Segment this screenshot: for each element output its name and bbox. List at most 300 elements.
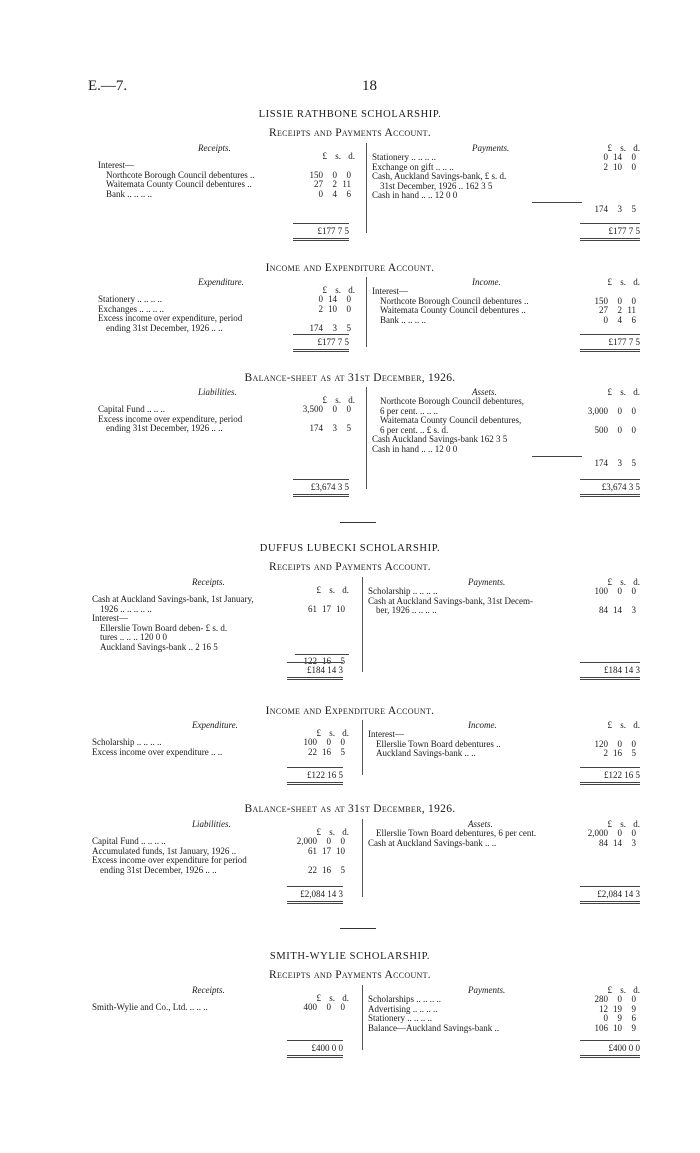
total-rule [580,479,640,480]
subtotal-rule [532,456,582,457]
total-double-rule [293,349,349,352]
account-total: £3,674 3 5 [601,482,640,492]
left-caption: Liabilities. [192,819,231,829]
line-item: Northcote Borough Council debentures, [380,396,524,406]
amount-part: 17 [322,845,331,856]
subtotal-rule [532,202,582,203]
column-divider [362,720,363,775]
line-item: Stationery .. .. .. .. [98,294,162,304]
line-item: 1926 .. .. .. .. .. [100,603,152,614]
amount [295,604,345,614]
amount-part: 61 [308,603,317,614]
amount [586,1013,636,1023]
amount-part: 174 [594,204,608,214]
account-total: £184 14 3 [307,665,343,675]
section-title: LISSIE RATHBONE SCHOLARSHIP. [258,109,442,120]
currency-label: d. [633,143,640,153]
total-rule [293,223,349,224]
amount [295,846,345,856]
line-item: Waitemata County Council debentures, [380,415,522,426]
right-caption: Payments. [468,985,506,995]
amount-part: 106 [594,1022,608,1033]
amount [301,323,351,333]
amount-part: 0 [603,314,608,325]
currency-label: £ [607,819,612,829]
total-rule [580,767,640,768]
amount [301,170,351,180]
line-item: Cash in hand .. .. 12 0 0 [372,190,458,201]
line-item: Cash Auckland Savings-bank 162 3 5 [372,434,508,445]
currency-label: £ [607,577,612,587]
amount-part: 174 [309,322,323,333]
amount-part: 10 [328,303,337,314]
currency-label: £ [322,151,327,161]
amount-part: 0 [631,738,636,749]
amount [586,828,636,838]
line-item: Bank .. .. .. .. [380,314,426,325]
amount-part: 61 [308,845,317,856]
amount-part: 0 [346,303,351,314]
total-rule [287,886,343,887]
amount-part: 3 [332,322,337,333]
account-heading: Income and Expenditure Account. [265,262,435,274]
amount-part: 6 [346,188,351,199]
amount-part: 0 [617,295,622,306]
amount-part: 150 [594,295,608,306]
amount-part: 9 [617,1013,622,1024]
amount [586,1023,636,1033]
total-rule [293,479,349,480]
line-item: Stationery .. .. .. .. [372,152,436,162]
right-caption: Assets. [468,819,493,829]
account-table [0,819,700,907]
currency-label: s. [329,827,335,837]
amount-part: 174 [309,423,323,434]
amount-part: 0 [340,737,345,747]
line-item: Exchange on gift .. .. .. [372,161,454,172]
amount-part: 0 [332,169,337,180]
amount-part: 0 [631,405,636,416]
currency-label: s. [620,720,626,730]
left-caption: Receipts. [192,985,225,995]
line-item: Excess income over expenditure .. .. [92,746,223,757]
amount [301,304,351,314]
account-heading: Balance-sheet as at 31st December, 1926. [244,372,456,384]
amount-part: 280 [594,994,608,1004]
amount [295,747,345,757]
currency-label: £ [316,993,321,1003]
total-double-rule [580,494,640,497]
account-total: £177 7 5 [317,226,349,236]
amount-part: 84 [599,837,608,848]
left-caption: Expenditure. [192,720,238,730]
amount-part: 0 [318,294,323,304]
account-table [0,277,700,357]
total-double-rule [287,782,343,785]
amount-part: 0 [617,405,622,416]
amount-part: 0 [631,828,636,838]
total-double-rule [580,349,640,352]
line-item: Auckland Savings-bank .. .. [376,748,476,759]
amount-part: 16 [322,746,331,757]
currency-label: d. [633,277,640,287]
right-caption: Payments. [468,577,506,587]
total-double-rule [287,901,343,904]
amount-part: 3 [617,204,622,214]
amount-part: 10 [336,603,345,614]
amount-part: 0 [340,1002,345,1012]
account-table [0,387,700,499]
amount-part: 0 [346,404,351,414]
line-item: ending 31st December, 1926 .. .. [100,864,217,875]
amount-part: 16 [613,748,622,759]
amount-part: 6 [631,314,636,325]
line-item: Balance—Auckland Savings-bank .. [368,1022,499,1033]
line-item: Ellerslie Town Board debentures .. [376,738,501,749]
amount-part: 400 [303,1002,317,1012]
amount-part: 3,000 [587,405,608,416]
amount-part: 11 [627,305,636,316]
currency-label: s. [329,728,335,738]
amount [295,737,345,747]
amount-part: 0 [603,152,608,162]
amount [301,404,351,414]
amount-part: 5 [346,423,351,434]
line-item: Stationery .. .. .. .. [368,1013,432,1024]
amount-part: 0 [631,994,636,1004]
total-rule [580,334,640,335]
currency-label: d. [342,728,349,738]
amount-part: 2 [318,303,323,314]
amount-part: 5 [340,655,345,666]
line-item: Cash at Auckland Savings-bank, 31st Decem- [368,595,533,606]
amount-part: 14 [613,605,622,616]
line-item: Cash at Auckland Savings-bank, 1st January, [92,594,254,604]
line-item: Auckland Savings-bank .. 2 16 5 [100,642,218,652]
total-double-rule [580,238,640,241]
account-total: £177 7 5 [608,337,640,347]
currency-label: £ [316,827,321,837]
subtotal-rule [295,654,349,655]
line-item: Ellerslie Town Board deben- £ s. d. [100,622,228,633]
amount-part: 10 [336,845,345,856]
total-double-rule [287,1055,343,1058]
amount-part: 2 [617,305,622,316]
currency-label: s. [620,819,626,829]
line-item: Excess income over expenditure for period [92,855,247,866]
amount-part: 0 [326,836,331,846]
amount [586,296,636,306]
page-number: 18 [362,78,377,94]
currency-label: £ [322,395,327,405]
currency-label: £ [607,277,612,287]
line-item: Waitemata County Council debentures .. [380,305,526,316]
amount-part: 5 [340,746,345,757]
amount [586,586,636,596]
account-table [0,720,700,785]
amount-part: 0 [617,994,622,1004]
amount [586,315,636,325]
amount [586,1004,636,1014]
amount-part: 0 [326,737,331,747]
amount-part: 100 [303,737,317,747]
total-rule [293,334,349,335]
amount-part: 174 [594,457,608,468]
currency-label: £ [607,720,612,730]
currency-label: s. [620,143,626,153]
amount-part: 17 [322,603,331,614]
line-item: Cash in hand .. .. 12 0 0 [372,444,458,454]
currency-label: d. [342,585,349,595]
right-caption: Income. [472,277,501,287]
line-item: Ellerslie Town Board debentures, 6 per cent. [376,828,537,838]
amount-part: 22 [308,864,317,875]
line-item: Interest— [98,160,134,170]
currency-label: d. [633,387,640,397]
line-item: 6 per cent. .. .. .. [380,405,438,416]
currency-header [590,277,640,287]
amount-part: 500 [594,424,608,435]
account-total: £3,674 3 5 [310,482,349,492]
amount-part: 9 [631,1022,636,1033]
currency-label: d. [342,827,349,837]
amount-part: 0 [631,161,636,172]
account-total: £2,084 14 3 [597,889,640,899]
account-total: £400 0 0 [608,1043,640,1053]
amount [586,152,636,162]
amount-part: 0 [631,586,636,596]
amount [586,748,636,758]
currency-label: s. [329,585,335,595]
amount-part: 4 [332,188,337,199]
currency-label: d. [633,577,640,587]
currency-header [590,387,640,397]
amount-part: 14 [328,294,337,304]
amount-part: 2 [603,161,608,172]
currency-label: s. [329,993,335,1003]
account-total: £122 16 5 [307,770,343,780]
currency-label: s. [335,151,341,161]
currency-label: s. [620,985,626,995]
amount [586,425,636,435]
total-double-rule [580,677,640,680]
amount-part: 27 [314,179,323,190]
amount [586,406,636,416]
amount-part: 122 [303,655,317,666]
line-item: Smith-Wylie and Co., Ltd. .. .. .. [92,1002,208,1012]
account-table [0,143,700,243]
left-caption: Liabilities. [198,387,237,397]
line-item: Northcote Borough Council debentures .. [380,295,529,306]
amount-part: 10 [613,1022,622,1033]
amount [295,865,345,875]
total-rule [580,1040,640,1041]
total-double-rule [293,238,349,241]
column-divider [366,143,367,233]
line-item: Capital Fund .. .. .. .. [92,836,166,846]
line-item: Waitemata County Council debentures .. [106,179,252,190]
account-table [0,985,700,1060]
total-double-rule [580,901,640,904]
account-total: £400 0 0 [311,1043,343,1053]
section-separator [340,928,376,929]
amount-part: 3 [631,605,636,616]
currency-header [299,585,349,595]
line-item: Excess income over expenditure, period [98,313,243,324]
line-item: Bank .. .. .. .. [106,188,152,199]
line-item: Interest— [372,286,408,296]
amount-part: 0 [332,404,337,414]
amount-part: 5 [631,457,636,468]
account-total: £184 14 3 [604,665,640,675]
line-item: ber, 1926 .. .. .. .. [376,605,437,616]
line-item: Accumulated funds, 1st January, 1926 .. [92,845,237,856]
line-item: Advertising .. .. .. .. [368,1003,438,1014]
amount-part: 11 [342,179,351,190]
amount-part: 2,000 [587,828,608,838]
amount-part: 0 [631,152,636,162]
amount-part: 3,500 [302,404,323,414]
account-total: £122 16 5 [604,770,640,780]
column-divider [366,277,367,347]
amount-part: 2,000 [296,836,317,846]
line-item: Scholarship .. .. .. .. [92,737,162,747]
line-item: Northcote Borough Council debentures .. [106,169,255,180]
amount-part: 5 [631,204,636,214]
left-caption: Receipts. [198,143,231,153]
line-item: Capital Fund .. .. .. [98,404,165,414]
line-item: 6 per cent. .. £ s. d. [380,424,449,435]
amount-part: 10 [613,161,622,172]
amount [586,458,636,468]
currency-label: d. [348,285,355,295]
total-double-rule [293,494,349,497]
amount-part: 0 [318,188,323,199]
line-item: Interest— [92,613,128,624]
section-separator [340,522,376,523]
total-double-rule [287,677,343,680]
currency-label: d. [342,993,349,1003]
amount-part: 3 [631,837,636,848]
currency-label: d. [633,819,640,829]
amount [586,162,636,172]
amount-part: 14 [613,152,622,162]
amount-part: 27 [599,305,608,316]
amount-part: 14 [613,837,622,848]
currency-label: d. [348,395,355,405]
currency-label: £ [322,285,327,295]
amount-part: 5 [346,322,351,333]
total-rule [287,1040,343,1041]
amount-part: 4 [617,314,622,325]
section-title: SMITH-WYLIE SCHOLARSHIP. [269,951,431,962]
line-item: tures .. .. .. 120 0 0 [100,632,167,643]
account-heading: Receipts and Payments Account. [269,127,431,139]
amount-part: 0 [617,586,622,596]
line-item: Interest— [368,729,404,739]
amount [586,305,636,315]
amount-part: 5 [340,864,345,875]
total-double-rule [580,782,640,785]
line-item: Cash at Auckland Savings-bank .. .. [368,837,497,848]
amount-part: 0 [346,294,351,304]
amount-part: 9 [631,1003,636,1014]
total-rule [287,767,343,768]
line-item: Excess income over expenditure, period [98,413,243,424]
amount [586,739,636,749]
account-heading: Receipts and Payments Account. [269,561,431,573]
left-caption: Expenditure. [198,277,244,287]
amount-part: 2 [332,179,337,190]
line-item: Exchanges .. .. .. .. [98,303,164,314]
currency-label: £ [607,985,612,995]
currency-label: s. [620,277,626,287]
amount-part: 0 [617,828,622,838]
amount-part: 0 [617,424,622,435]
currency-label: s. [335,285,341,295]
account-heading: Income and Expenditure Account. [265,705,435,717]
amount-part: 120 [594,738,608,749]
currency-label: d. [348,151,355,161]
amount-part: 0 [617,738,622,749]
right-caption: Income. [468,720,497,730]
amount [301,179,351,189]
amount-part: 0 [346,169,351,180]
column-divider [362,985,363,1050]
amount-part: 100 [594,586,608,596]
currency-label: £ [607,143,612,153]
series-code: E.—7. [88,78,128,94]
total-rule [580,886,640,887]
currency-header [590,720,640,730]
amount-part: 0 [340,836,345,846]
currency-label: d. [633,720,640,730]
amount [301,423,351,433]
line-item: ending 31st December, 1926 .. .. [106,423,223,434]
currency-label: s. [620,577,626,587]
amount-part: 5 [631,748,636,759]
amount [586,605,636,615]
amount [301,189,351,199]
section-title: DUFFUS LUBECKI SCHOLARSHIP. [259,543,441,554]
right-caption: Payments. [472,143,510,153]
currency-label: £ [607,387,612,397]
amount-part: 0 [631,295,636,306]
amount-part: 12 [599,1003,608,1014]
currency-label: d. [633,985,640,995]
currency-label: £ [316,728,321,738]
account-heading: Balance-sheet as at 31st December, 1926. [244,803,456,815]
total-rule [580,662,640,663]
amount-part: 16 [322,864,331,875]
account-heading: Receipts and Payments Account. [269,969,431,981]
amount [586,838,636,848]
amount-part: 3 [617,457,622,468]
line-item: Cash, Auckland Savings-bank, £ s. d. [372,171,507,182]
line-item: Scholarship .. .. .. .. [368,586,438,596]
line-item: Scholarships .. .. .. .. [368,994,441,1004]
column-divider [362,577,363,672]
right-caption: Assets. [472,387,497,397]
amount-part: 3 [332,423,337,434]
amount-part: 0 [631,424,636,435]
currency-label: s. [335,395,341,405]
amount-part: 6 [631,1013,636,1024]
amount-part: 150 [309,169,323,180]
column-divider [366,387,367,489]
total-double-rule [580,1055,640,1058]
amount [295,1002,345,1012]
